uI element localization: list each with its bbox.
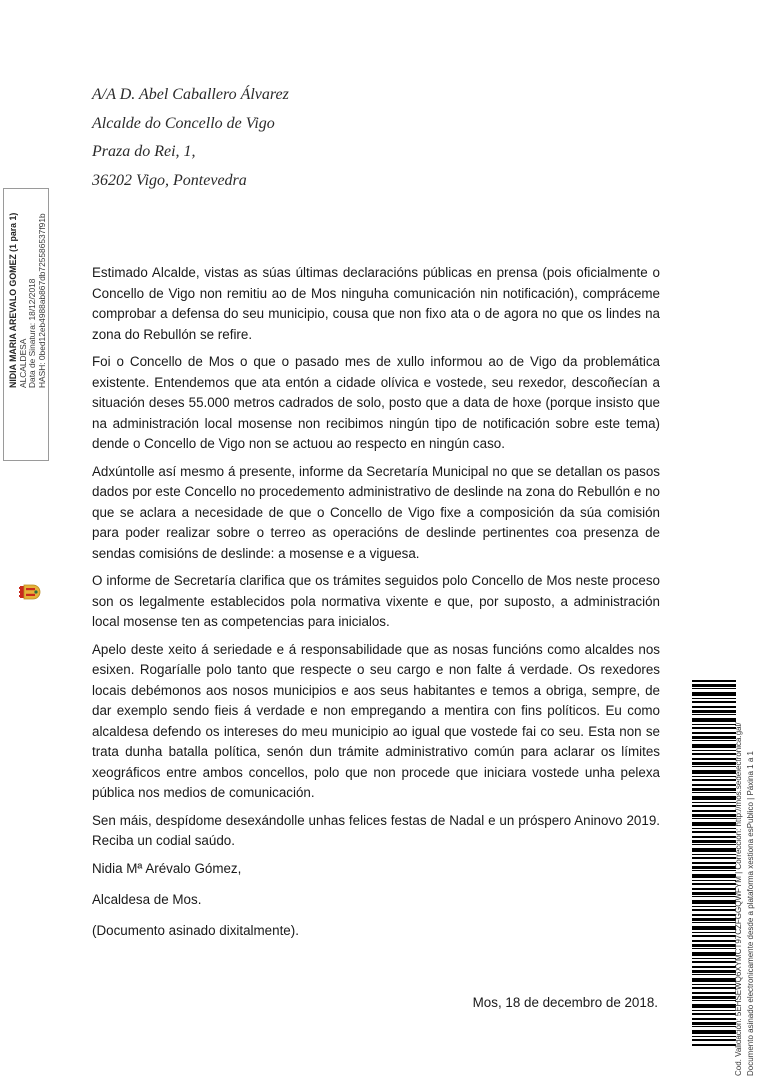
letter-body — [92, 263, 660, 952]
body-paragraph: O informe de Secretaría clarifica que os trámites seguidos polo Concello de Mos neste proceso son os legalmente establecidos pola normativa vixente e que, por suposto, a administración local mosense ten as competencias para inicialos. — [92, 573, 660, 629]
body-paragraph: Apelo deste xeito á seriedade e á responsabilidade que as nosas funcións como alcaldes nos esixen. Rogaríalle polo tanto que respecte o seu cargo e non falte á verdade. Os rexedores locais debémonos aos nosos municipios e aos seus habitantes e temos a obriga, sempre, de dar exemplo sendo fieis á verdade e non empregando a mentira con fins políticos. Eu como alcaldesa defendo os intereses do meu municipio ao igual que vostede fai co seu. Esta non se trata dunha batalla política, senón dun trámite administrativo común para aclarar os límites xeográficos entre ambos concellos, polo que non procede que iniciara vostede unha pelexa pública nos medios de comunicación. — [92, 641, 660, 800]
recipient-line: Praza do Rei, 1, — [92, 143, 196, 160]
body-paragraph: Estimado Alcalde, vistas as súas últimas declaracións públicas en prensa (pois oficialmente o Concello de Vigo non remitiu ao de Mos ninguha comunicación nin notificación), compráceme comprobar a defensa do seu municipio, cousa que non fixo ata o de agora no que os lindes na zona do Rebullón se refire. — [92, 265, 660, 342]
signature-stamp-text — [9, 196, 47, 388]
stamp-sign-date: Data de Sinatura: 18/12/2018 — [27, 278, 38, 388]
stamp-signer: NIDIA MARIA AREVALO GOMEZ (1 para 1) — [8, 212, 18, 388]
signature-role: Alcaldesa de Mos. — [92, 891, 202, 907]
signature-name: Nidia Mª Arévalo Gómez, — [92, 860, 242, 876]
body-paragraph: Sen máis, despídome desexándolle unhas felices festas de Nadal e un próspero Aninovo 2019. Reciba un codial saúdo. — [92, 812, 660, 848]
recipient-line: A/A D. Abel Caballero Álvarez — [92, 86, 289, 103]
stamp-hash: HASH: 0bed12eb4988ab867db725586537f91b — [36, 213, 47, 388]
validation-platform-line: Documento asinado electronicamente desde a plataforma xestiona esPublico | Páxina 1 a 1 — [745, 751, 755, 1076]
stamp-role: ALCALDESA — [17, 338, 28, 388]
recipient-line: 36202 Vigo, Pontevedra — [92, 171, 247, 189]
body-paragraph: Adxúntolle así mesmo á presente, informe da Secretaría Municipal no que se detallan os pasos dados por este Concello no procedemento administrativo de deslinde na zona do Rebullón e no que se aclara a necesidade de que o Concello de Vigo fixe a composición da súa comisión para poder realizar sobre o terreo as operacións de deslinde pertinentes coa presenza de sendas comisións de deslinde: a mosense e a viguesa. — [92, 463, 660, 561]
validation-code-line: Cod. Validación: 5EHSEWQ6XYMCT97CZFGGQWFYM | Corrección: http://mos.sedelectronica.gal/ — [734, 722, 743, 1076]
date-line: Mos, 18 de decembro de 2018. — [472, 995, 658, 1010]
recipient-line: Alcalde do Concello de Vigo — [92, 114, 275, 132]
barcode — [692, 680, 736, 1048]
signature-note: (Documento asinado dixitalmente). — [92, 922, 299, 938]
validation-strip-text — [733, 712, 759, 1076]
body-paragraph: Foi o Concello de Mos o que o pasado mes de xullo informou ao de Vigo da problemática existente. Entendemos que ata entón a cidade olívica e vostede, seu rexedor, descoñecían a situación deses 55.000 metros cadrados de solo, posto que a data de hoxe (porque insisto que na administración local mosense non recibimos ningún tipo de notificación sobre este tema) dende o Concello de Vigo non se actuou ao respecto en ningún caso. — [92, 354, 660, 451]
mos-coat-of-arms-icon — [17, 579, 43, 605]
recipient-address-block — [92, 86, 572, 200]
